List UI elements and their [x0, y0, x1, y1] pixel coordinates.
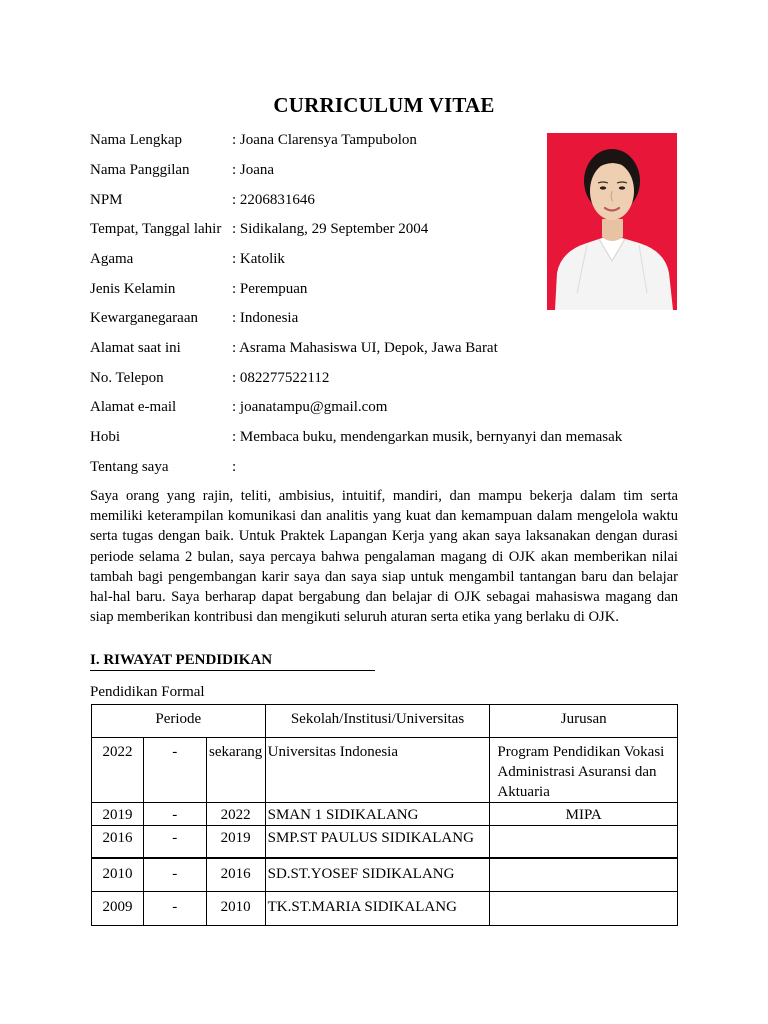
- start-year: 2016: [102, 830, 133, 846]
- cell-school: [265, 803, 490, 826]
- subheading-formal-education: Pendidikan Formal: [90, 684, 205, 700]
- portrait-image: [547, 133, 677, 310]
- start-year: 2010: [102, 865, 133, 882]
- start-year: 2009: [102, 899, 133, 915]
- cell-major: [490, 826, 678, 858]
- info-label: Hobi: [90, 429, 120, 445]
- cell-major: [490, 858, 678, 892]
- cell-start-year: [92, 858, 144, 892]
- cell-start-year: [92, 892, 144, 926]
- major-name: [490, 826, 677, 828]
- cell-end-year: [206, 803, 265, 826]
- table-header-row: [92, 705, 678, 738]
- major-name: MIPA: [565, 807, 602, 823]
- cell-end-year: [206, 892, 265, 926]
- header-period: [92, 705, 266, 738]
- major-name: [490, 859, 677, 864]
- table-row: [92, 803, 678, 826]
- info-label: Nama Lengkap: [90, 132, 183, 148]
- info-value: :: [232, 459, 237, 475]
- header-school-label: Sekolah/Institusi/Universitas: [290, 711, 465, 727]
- cell-dash: [143, 858, 206, 892]
- end-year: 2016: [220, 865, 251, 882]
- section-title-education: I. RIWAYAT PENDIDIKAN: [90, 652, 375, 671]
- cell-major: [490, 738, 678, 803]
- major-name: Program Pendidikan Vokasi Administrasi Asuransi dan Aktuaria: [497, 744, 665, 800]
- dash: -: [172, 830, 178, 846]
- cell-dash: [143, 738, 206, 803]
- info-label: NPM: [90, 192, 123, 208]
- end-year: 2022: [220, 807, 251, 823]
- info-value: : Sidikalang, 29 September 2004: [232, 221, 429, 237]
- info-label: Agama: [90, 251, 134, 267]
- cell-end-year: [206, 826, 265, 858]
- education-table: [91, 704, 678, 926]
- header-major-label: Jurusan: [560, 711, 607, 727]
- table-row: [92, 738, 678, 803]
- cell-dash: [143, 892, 206, 926]
- page-title: CURRICULUM VITAE: [273, 93, 495, 117]
- cell-school: [265, 892, 490, 926]
- end-year: 2019: [220, 830, 251, 846]
- dash: -: [172, 899, 178, 915]
- table-row: [92, 892, 678, 926]
- cell-start-year: [92, 738, 144, 803]
- cell-dash: [143, 826, 206, 858]
- major-name: [490, 892, 677, 897]
- info-value: : Indonesia: [232, 310, 299, 326]
- info-value: : Asrama Mahasiswa UI, Depok, Jawa Barat: [232, 340, 498, 356]
- info-label: No. Telepon: [90, 370, 164, 386]
- school-name: SMP.ST PAULUS SIDIKALANG: [267, 830, 474, 846]
- school-name: TK.ST.MARIA SIDIKALANG: [267, 899, 457, 915]
- info-label: Nama Panggilan: [90, 162, 190, 178]
- cell-school: [265, 858, 490, 892]
- dash: -: [172, 865, 178, 882]
- table-row: [92, 858, 678, 892]
- header-period-label: Periode: [155, 711, 202, 727]
- info-label: Alamat saat ini: [90, 340, 181, 356]
- cell-start-year: [92, 826, 144, 858]
- info-value: : Perempuan: [232, 281, 308, 297]
- profile-photo: [547, 133, 677, 310]
- cell-start-year: [92, 803, 144, 826]
- info-value: : joanatampu@gmail.com: [232, 399, 388, 415]
- info-label: Alamat e-mail: [90, 399, 177, 415]
- cell-major: [490, 803, 678, 826]
- info-value: : Membaca buku, mendengarkan musik, bernyanyi dan memasak: [232, 429, 623, 445]
- table-row: [92, 826, 678, 858]
- info-label: Kewarganegaraan: [90, 310, 198, 326]
- header-school: [265, 705, 490, 738]
- school-name: SMAN 1 SIDIKALANG: [267, 807, 419, 823]
- header-major: [490, 705, 678, 738]
- cell-school: [265, 826, 490, 858]
- dash: -: [172, 744, 178, 760]
- info-label: Jenis Kelamin: [90, 281, 176, 297]
- dash: -: [172, 807, 178, 823]
- cell-end-year: [206, 858, 265, 892]
- info-value: : 2206831646: [232, 192, 315, 208]
- cell-dash: [143, 803, 206, 826]
- info-value: : 082277522112: [232, 370, 330, 386]
- cell-end-year: [206, 738, 265, 803]
- info-label: Tempat, Tanggal lahir: [90, 221, 222, 237]
- school-name: SD.ST.YOSEF SIDIKALANG: [267, 865, 455, 882]
- end-year: 2010: [220, 899, 251, 915]
- start-year: 2019: [102, 807, 133, 823]
- end-year: sekarang: [208, 744, 263, 760]
- cell-school: [265, 738, 490, 803]
- cell-major: [490, 892, 678, 926]
- info-label: Tentang saya: [90, 459, 169, 475]
- info-value: : Joana Clarensya Tampubolon: [232, 132, 417, 148]
- about-paragraph: Saya orang yang rajin, teliti, ambisius, intuitif, mandiri, dan mampu bekerja dalam tim serta memiliki keterampilan komunikasi dan analitis yang kuat dan kemampuan dalam mengelola waktu serta tugas dengan baik. Untuk Praktek Lapangan Kerja yang akan saya laksanakan dengan durasi periode selama 2 bulan, saya percaya bahwa pengalaman magang di OJK akan memberikan nilai tambah bagi pengembangan karir saya dan saya siap untuk mengambil tantangan baru dan belajar hal-hal baru. Saya berharap dapat bergabung dan belajar di OJK sebagai mahasiswa magang dan siap memberikan kontribusi dan mengikuti seluruh aturan serta etika yang berlaku di OJK.: [90, 488, 678, 626]
- school-name: Universitas Indonesia: [267, 744, 399, 760]
- info-value: : Joana: [232, 162, 275, 178]
- info-value: : Katolik: [232, 251, 285, 267]
- start-year: 2022: [102, 744, 133, 760]
